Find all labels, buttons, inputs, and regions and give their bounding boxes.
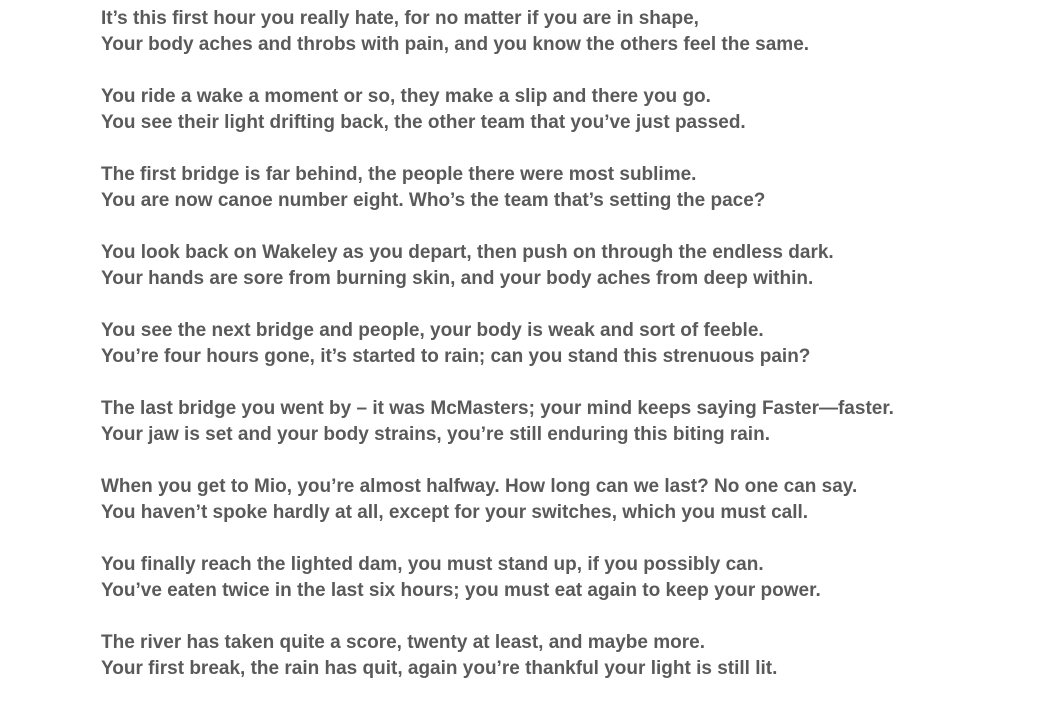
stanza — [101, 396, 1038, 448]
stanza — [101, 630, 1038, 682]
stanza — [101, 84, 1038, 136]
poem-line: You ride a wake a moment or so, they make a slip and there you go. — [101, 86, 711, 107]
poem-line: You see the next bridge and people, your body is weak and sort of feeble. — [101, 320, 764, 341]
stanza — [101, 240, 1038, 292]
poem-line: The river has taken quite a score, twenty at least, and maybe more. — [101, 632, 706, 653]
stanza — [101, 474, 1038, 526]
poem-line: It’s this first hour you really hate, for no matter if you are in shape, — [101, 8, 699, 29]
stanza — [101, 6, 1038, 58]
poem-line: The first bridge is far behind, the people there were most sublime. — [101, 164, 697, 185]
poem-line: Your first break, the rain has quit, again you’re thankful your light is still lit. — [101, 658, 778, 679]
poem-text — [101, 6, 1038, 708]
poem-line: Your jaw is set and your body strains, you’re still enduring this biting rain. — [101, 424, 770, 445]
poem-line: You see their light drifting back, the other team that you’ve just passed. — [101, 112, 746, 133]
poem-line: You’ve eaten twice in the last six hours; you must eat again to keep your power. — [101, 580, 821, 601]
poem-line: When you get to Mio, you’re almost halfway. How long can we last? No one can say. — [101, 476, 858, 497]
poem-line: You look back on Wakeley as you depart, then push on through the endless dark. — [101, 242, 834, 263]
poem-line: Your body aches and throbs with pain, and you know the others feel the same. — [101, 34, 810, 55]
poem-line: You are now canoe number eight. Who’s the team that’s setting the pace? — [101, 190, 766, 211]
stanza — [101, 318, 1038, 370]
poem-line: The last bridge you went by – it was McMasters; your mind keeps saying Faster—faster. — [101, 398, 894, 419]
poem-line: You haven’t spoke hardly at all, except for your switches, which you must call. — [101, 502, 809, 523]
stanza — [101, 552, 1038, 604]
poem-line: You finally reach the lighted dam, you must stand up, if you possibly can. — [101, 554, 764, 575]
poem-line: You’re four hours gone, it’s started to rain; can you stand this strenuous pain? — [101, 346, 811, 367]
stanza — [101, 162, 1038, 214]
poem-line: Your hands are sore from burning skin, and your body aches from deep within. — [101, 268, 814, 289]
